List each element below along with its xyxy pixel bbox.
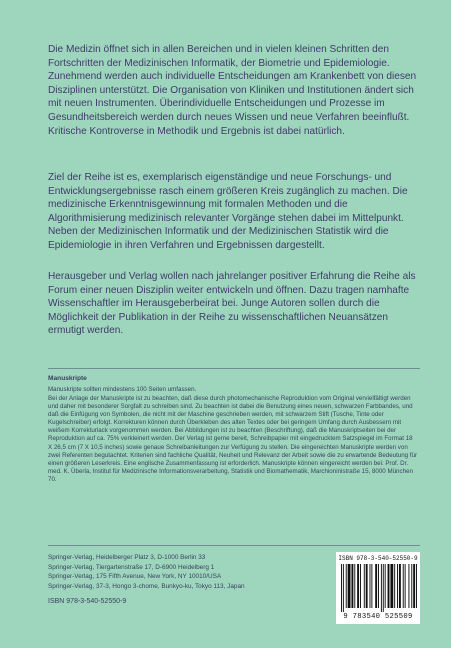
- barcode-bar: [413, 564, 415, 608]
- barcode-digits: 9 783540 525509: [343, 613, 413, 621]
- barcode-bar: [383, 564, 384, 612]
- barcode-bar: [343, 564, 344, 612]
- publisher-address-heidelberg: Springer-Verlag, Tiergartenstraße 17, D-6900 Heidelberg 1: [48, 563, 215, 571]
- barcode-bar: [388, 564, 390, 608]
- divider-bottom: [48, 545, 420, 546]
- publisher-address-tokyo: Springer-Verlag, 37-3, Hongo 3-chome, Bunkyo-ku, Tokyo 113, Japan: [48, 582, 245, 590]
- barcode-bar: [397, 564, 398, 608]
- isbn-footer: ISBN 978-3-540-52550-9: [48, 598, 127, 605]
- barcode-bar: [403, 564, 404, 608]
- barcode: [336, 552, 420, 624]
- divider-top: [48, 368, 420, 369]
- barcode-bar: [416, 564, 417, 608]
- barcode-bar: [399, 564, 401, 608]
- barcode-bar: [371, 564, 372, 608]
- barcode-bar: [364, 564, 365, 608]
- barcode-bar: [366, 564, 368, 608]
- barcode-bar: [385, 564, 386, 608]
- manuscripts-heading: Manuskripte: [48, 375, 87, 382]
- manuscripts-min-pages: Manuskripte sollten mindestens 100 Seiten umfassen.: [48, 386, 197, 393]
- intro-paragraph-3: Herausgeber und Verlag wollen nach jahrelanger positiver Erfahrung die Reihe als Forum einer neuen Disziplin weiter entwickeln und öffnen. Dazu tragen namhafte Wissenschaftler im Herausgeberbeirat bei. Junge Autoren sollen durch die Möglichkeit der Publikation in der Reihe zu wissenschaftlichen Neuansätzen ermutigt werden.: [48, 271, 416, 337]
- barcode-bar: [378, 564, 379, 608]
- barcode-bar: [346, 564, 347, 608]
- barcode-bar: [370, 564, 371, 608]
- publisher-address-new-york: Springer-Verlag, 175 Fifth Avenue, New York, NY 10010/USA: [48, 573, 222, 581]
- barcode-bar: [341, 564, 342, 612]
- barcode-bar: [411, 564, 412, 608]
- barcode-bar: [357, 564, 359, 608]
- publisher-address-berlin: Springer-Verlag, Heidelberger Platz 3, D-1000 Berlin 33: [48, 554, 206, 561]
- publisher-addresses: [48, 553, 308, 591]
- barcode-bar: [394, 564, 395, 608]
- barcode-bars-icon: [339, 564, 417, 612]
- barcode-bar: [348, 564, 351, 608]
- barcode-bar: [351, 564, 353, 608]
- barcode-bar: [390, 564, 393, 608]
- barcode-bar: [408, 564, 409, 608]
- barcode-bar: [405, 564, 406, 608]
- barcode-bar: [381, 564, 382, 612]
- barcode-bar: [360, 564, 361, 608]
- intro-paragraph-1: Die Medizin öffnet sich in allen Bereichen und in vielen kleinen Schritten den Fortschritten der Medizinischen Informatik, der Biometrie und Epidemiologie. Zunehmend werden auch individuelle Entscheidungen am Krankenbett von diesen Disziplinen unterstützt. Die Organisation von Kliniken und Institutionen ändert sich mit neuen Instrumenten. Überindividuelle Entscheidungen und Prozesse im Gesundheitsbereich werden durch neues Wissen und neue Verfahren beeinflußt. Kritische Kontroverse in Methodik und Ergebnis ist dabei natürlich.: [48, 44, 417, 137]
- intro-paragraph-2: Ziel der Reihe ist es, exemplarisch eigenständige und neue Forschungs- und Entwicklungsergebnisse rasch einem größeren Kreis zugänglich zu machen. Die medizinische Erkenntnisgewinnung mit formalen Methoden und die Algorithmisierung medizinisch relevanter Vorgänge stehen dabei im Mittelpunkt. Neben der Medizinischen Informatik und der Medizinischen Statistik wird die Epidemiologie in ihren Verfahren und Ergebnissen dargestellt.: [48, 172, 408, 251]
- manuscripts-instructions: Bei der Anlage der Manuskripte ist zu beachten, daß diese durch photomechanische Reproduktion vom Original vervielfältigt werden und daher mit besonderer Sorgfalt zu schreiben sind. Zu beachten ist dabei die Benutzung eines neuen, schwarzen Farbbandes, und daß die Einfügung von Symbolen, die nicht mit der Maschine geschrieben werden, mit schwarzem Stift (Tusche, Tinte oder Kugelschreiber) erfolgt. Korrekturen können durch Überkleben des alten Textes oder bei geringem Umfang durch Ausbessern mit weißem Korrekturlack vorgenommen werden. Bei Abbildungen ist zu beachten (Beschriftung), daß die Manuskriptseiten bei der Reproduktion auf ca. 75% verkleinert werden. Der Verlag ist gerne bereit, Schreibpapier mit eingedrucktem Satzspiegel im Format 18 X 26,5 cm (7 X 10,5 inches) sowie genaue Schreibanleitungen zur Verfügung zu stellen. Die eingereichten Manuskripte werden von zwei Referenten begutachtet. Kriterien sind fachliche Qualität, Neuheit und Relevanz der Arbeit sowie die zu erwartende Bedeutung für einen größeren Leserkreis. Eine englische Zusammenfassung ist erforderlich. Manuskripte können eingereicht werden bei: Prof. Dr. med. K. Überla, Institut für Medizinische Informationsverarbeitung, Statistik und Biomathematik, Marchioninistraße 15, 8000 München 70.: [48, 395, 418, 483]
- barcode-bar: [375, 564, 377, 608]
- barcode-isbn-label: ISBN 978-3-540-52550-9: [338, 555, 418, 562]
- barcode-bar: [354, 564, 355, 608]
